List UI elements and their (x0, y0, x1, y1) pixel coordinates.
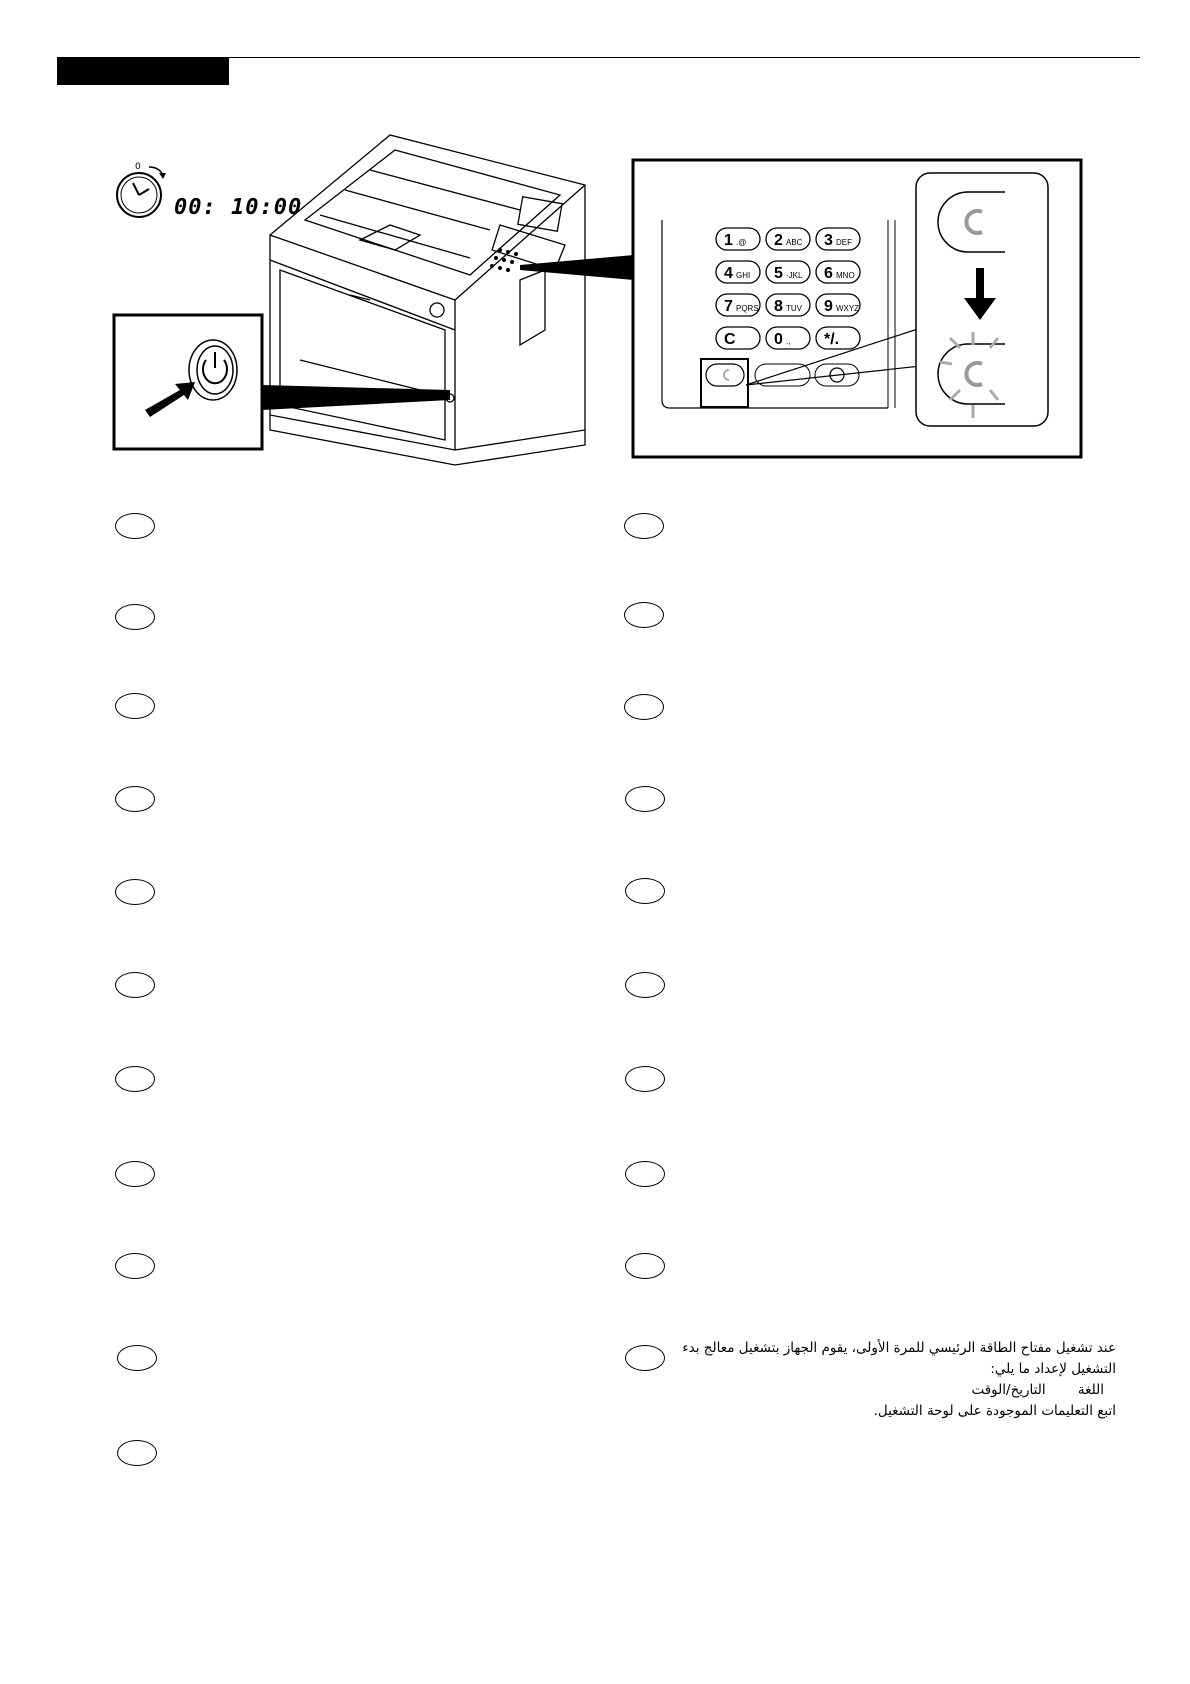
lang-marker-left-11 (117, 1440, 157, 1466)
svg-text:3: 3 (824, 232, 833, 249)
keypad-key-1 (716, 228, 760, 250)
svg-text:4: 4 (724, 265, 733, 282)
svg-text:2: 2 (774, 232, 783, 249)
lang-marker-left-3 (115, 693, 155, 719)
lang-marker-left-5 (115, 879, 155, 905)
svg-text:8: 8 (774, 298, 783, 315)
arabic-line-3: اتبع التعليمات الموجودة على لوحة التشغيل. (873, 1403, 1116, 1419)
lang-marker-right-7 (625, 1066, 665, 1092)
svg-text:*/.: */. (824, 331, 840, 348)
svg-text:TUV: TUV (786, 304, 802, 313)
svg-text:ABC: ABC (786, 238, 803, 247)
keypad (0, 0, 1190, 470)
svg-text:7: 7 (724, 298, 733, 315)
lang-marker-right-3 (624, 694, 664, 720)
lang-marker-right-1 (624, 513, 664, 539)
arabic-item-language: اللغة (1077, 1382, 1104, 1398)
arabic-instructions (676, 1338, 1116, 1422)
arabic-item-datetime: التاريخ/الوقت (971, 1382, 1046, 1398)
svg-text:·JKL: ·JKL (786, 271, 803, 280)
svg-text:1: 1 (724, 232, 733, 249)
svg-text:GHI: GHI (736, 271, 751, 280)
lang-marker-left-7 (115, 1066, 155, 1092)
lang-marker-left-1 (115, 513, 155, 539)
svg-text:5: 5 (774, 265, 783, 282)
keypad-key-6 (816, 261, 860, 283)
keypad-key-8 (766, 294, 810, 316)
keypad-key-7 (716, 294, 760, 316)
svg-text:DEF: DEF (836, 238, 852, 247)
svg-text:0: 0 (774, 331, 783, 348)
lang-marker-left-10 (117, 1345, 157, 1371)
lang-marker-left-4 (115, 786, 155, 812)
keypad-key-3 (816, 228, 860, 250)
svg-text:6: 6 (824, 265, 833, 282)
lang-marker-left-8 (115, 1161, 155, 1187)
arabic-line-2: التشغيل لإعداد ما يلي: (990, 1361, 1116, 1377)
keypad-key-9 (816, 294, 860, 316)
timer-readout: 00: 10:00 (174, 195, 303, 220)
keypad-key-5 (766, 261, 810, 283)
svg-text:WXYZ: WXYZ (836, 304, 860, 313)
arabic-line-1: عند تشغيل مفتاح الطاقة الرئيسي للمرة الأولى، يقوم الجهاز بتشغيل معالج بدء (682, 1340, 1116, 1356)
keypad-key-11 (766, 327, 810, 349)
keypad-key-10 (716, 327, 760, 349)
clear-key (706, 364, 744, 386)
lang-marker-right-9 (625, 1253, 665, 1279)
lang-marker-right-8 (625, 1161, 665, 1187)
arabic-setting-items (676, 1380, 1116, 1401)
lang-marker-right-5 (625, 878, 665, 904)
svg-text:PQRS: PQRS (736, 304, 759, 313)
blink-ray-3 (940, 362, 952, 364)
lang-marker-right-10 (625, 1345, 665, 1371)
keypad-key-4 (716, 261, 760, 283)
keypad-key-2 (766, 228, 810, 250)
lang-marker-right-6 (625, 972, 665, 998)
lang-marker-right-4 (625, 786, 665, 812)
svg-text:C: C (724, 331, 736, 348)
lang-marker-right-2 (624, 602, 664, 628)
svg-text:.@: .@ (736, 238, 747, 247)
lang-marker-left-2 (115, 604, 155, 630)
svg-text:.,: ., (786, 337, 791, 346)
svg-text:9: 9 (824, 298, 833, 315)
lang-marker-left-9 (115, 1253, 155, 1279)
keypad-key-12 (816, 327, 860, 349)
svg-text:MNO: MNO (836, 271, 855, 280)
svg-text:0: 0 (135, 162, 141, 172)
lang-marker-left-6 (115, 972, 155, 998)
